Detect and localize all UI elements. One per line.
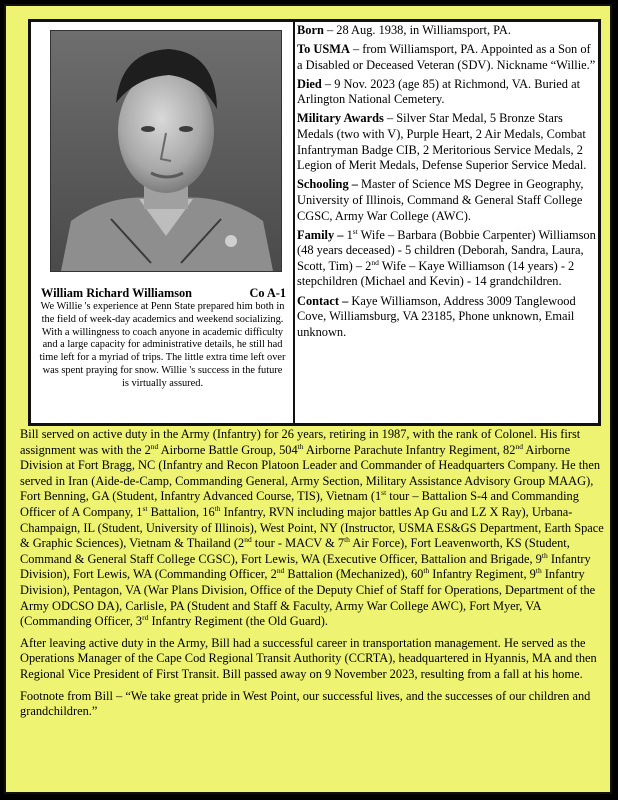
howitzer-blurb: We Willie 's experience at Penn State prepared him both in the field of week-day academics and weekend socializing. With a willingness to coach anyone in academic difficulty and a large capacity for administrative details, he still had time left for a myriad of trips. The little extra time left over was spent praying for snow. Willie 's success in the future is virtually assured. — [39, 301, 286, 389]
family-text: Wife – Barbara (Bobbie Carpenter) Williamson (48 years deceased) - 5 children (Deborah, Sandra, Laura, Scott, Tim) – 2 — [297, 227, 596, 273]
cadet-name-row — [41, 286, 286, 300]
career-text: Infantry Division), Pentagon, VA (War Plans Division, Office of the Deputy Chief of Staff for Operations, Department of the Army ODCSO DA), Carlisle, PA (Student and Staff & Faculty, Army War College AWC), Fort Myer, VA (Commanding Officer, 3 — [20, 567, 596, 629]
profile-box — [28, 19, 601, 426]
cadet-portrait-photo — [50, 30, 282, 272]
died-label: Died — [297, 76, 322, 91]
family-text: 1 — [343, 227, 353, 242]
ordinal-suffix: nd — [276, 566, 285, 576]
ordinal-suffix: st — [381, 488, 387, 498]
family-fact — [297, 228, 597, 290]
ordinal-suffix: th — [541, 550, 548, 560]
ordinal-suffix: st — [352, 226, 358, 236]
usma-text: – from Williamsport, PA. Appointed as a Son of a Disabled or Deceased Veteran (SDV). Nickname “Willie.” — [297, 42, 596, 72]
ordinal-suffix: st — [142, 503, 148, 513]
schooling-label: Schooling – — [297, 177, 358, 192]
born-label: Born — [297, 23, 324, 37]
career-text: tour - MACV & 7 — [251, 536, 345, 551]
profile-left-column — [31, 22, 295, 423]
career-text: Infantry, RVN including major battles Ap Gu and LZ X Ray), Urbana-Champaign, IL (Student, University of Illinois), West Point, NY (Instructor, USMA ES&GS Department, Earth Space & Graphic Sciences), Vietnam & Thailand (2 — [20, 504, 604, 551]
facts-column — [297, 23, 597, 344]
ordinal-suffix: nd — [371, 257, 379, 267]
contact-fact — [297, 294, 597, 341]
career-text: Airborne Parachute Infantry Regiment, 82 — [303, 442, 516, 457]
ordinal-suffix: th — [344, 535, 350, 545]
born-text: – 28 Aug. 1938, in Williamsport, PA. — [323, 23, 511, 37]
ordinal-suffix: th — [535, 566, 542, 576]
career-text: Infantry Regiment, 9 — [429, 567, 536, 582]
awards-text: – Silver Star Medal, 5 Bronze Stars Medals (two with V), Purple Heart, 2 Air Medals, Combat Infantryman Badge CIB, 2 Meritorious Service Medals, 2 Legion of Merit Medals, Defense Superior Service Medal. — [297, 111, 587, 173]
ordinal-suffix: th — [297, 441, 304, 451]
contact-text: Kaye Williamson, Address 3009 Tanglewood Cove, Williamsburg, VA 23185, Phone unknown, Email unknown. — [297, 293, 576, 339]
career-text: Air Force), Fort Leavenworth, KS (Student, Command & General Staff College CGSC), Fort Lewis, WA (Executive Officer, Battalion and Brigade, 9 — [20, 536, 570, 566]
born-fact — [297, 23, 597, 39]
ordinal-suffix: th — [423, 566, 430, 576]
schooling-fact — [297, 177, 597, 224]
career-text: Battalion, 16 — [147, 504, 215, 519]
ordinal-suffix: nd — [515, 441, 523, 451]
career-paragraph — [20, 427, 604, 630]
usma-label: To USMA — [297, 42, 350, 57]
career-text: Battalion (Mechanized), 60 — [284, 567, 424, 582]
career-text: tour – Battalion S-4 and Commanding Officer of A Company, 1 — [20, 489, 579, 519]
post-army-paragraph: After leaving active duty in the Army, Bill had a successful career in transportation management. He served as the Operations Manager of the Cape Cod Regional Transit Authority (CCRTA), headquartered in Hyannis, MA and then Regional Vice President of First Transit. Bill passed away on 9 November 2023, resulting from a fall at his home. — [20, 635, 597, 681]
career-text: Bill served on active duty in the Army (Infantry) for 26 years, retiring in 1987, with the rank of Colonel. His first assignment was with the 2 — [20, 427, 581, 457]
career-narrative — [20, 427, 604, 726]
page-frame — [4, 4, 612, 794]
career-text: Airborne Division at Fort Bragg, NC (Infantry and Recon Platoon Leader and Commander of Headquarters Company. He then served in Iran (Aide-de-Camp, Commanding General, Army Section, Military Assistance Advisory Group MAAG), Fort Benning, GA (Student, Infantry Advanced Course, TIS), Vietnam (1 — [20, 442, 601, 504]
career-text: Airborne Battle Group, 504 — [158, 442, 298, 457]
cadet-name: William Richard Williamson — [41, 286, 193, 300]
awards-label: Military Awards — [297, 111, 384, 126]
family-label: Family – — [297, 227, 344, 242]
died-text: – 9 Nov. 2023 (age 85) at Richmond, VA. Buried at Arlington National Cemetery. — [297, 76, 581, 107]
ordinal-suffix: nd — [150, 441, 159, 451]
footnote-paragraph: Footnote from Bill – “We take great pride in West Point, our successful lives, and the successes of our children and grandchildren.” — [20, 688, 591, 719]
family-text: Wife – Kaye Williamson (14 years) - 2 stepchildren (Michael and Kevin) - 14 grandchildren. — [297, 258, 575, 289]
schooling-text: Master of Science MS Degree in Geography, University of Illinois, Command & General Staff College CGSC, Army War College (AWC). — [297, 177, 584, 223]
career-text: Infantry Division), Fort Lewis, WA (Commanding Officer, 2 — [20, 551, 591, 582]
contact-label: Contact – — [297, 293, 349, 308]
usma-fact — [297, 42, 597, 73]
career-text: Infantry Regiment (the Old Guard). — [148, 614, 328, 629]
cadet-company: Co A-1 — [249, 286, 286, 300]
awards-fact — [297, 111, 597, 173]
ordinal-suffix: nd — [244, 535, 252, 545]
died-fact — [297, 77, 597, 108]
ordinal-suffix: th — [214, 503, 221, 513]
ordinal-suffix: rd — [142, 613, 149, 622]
